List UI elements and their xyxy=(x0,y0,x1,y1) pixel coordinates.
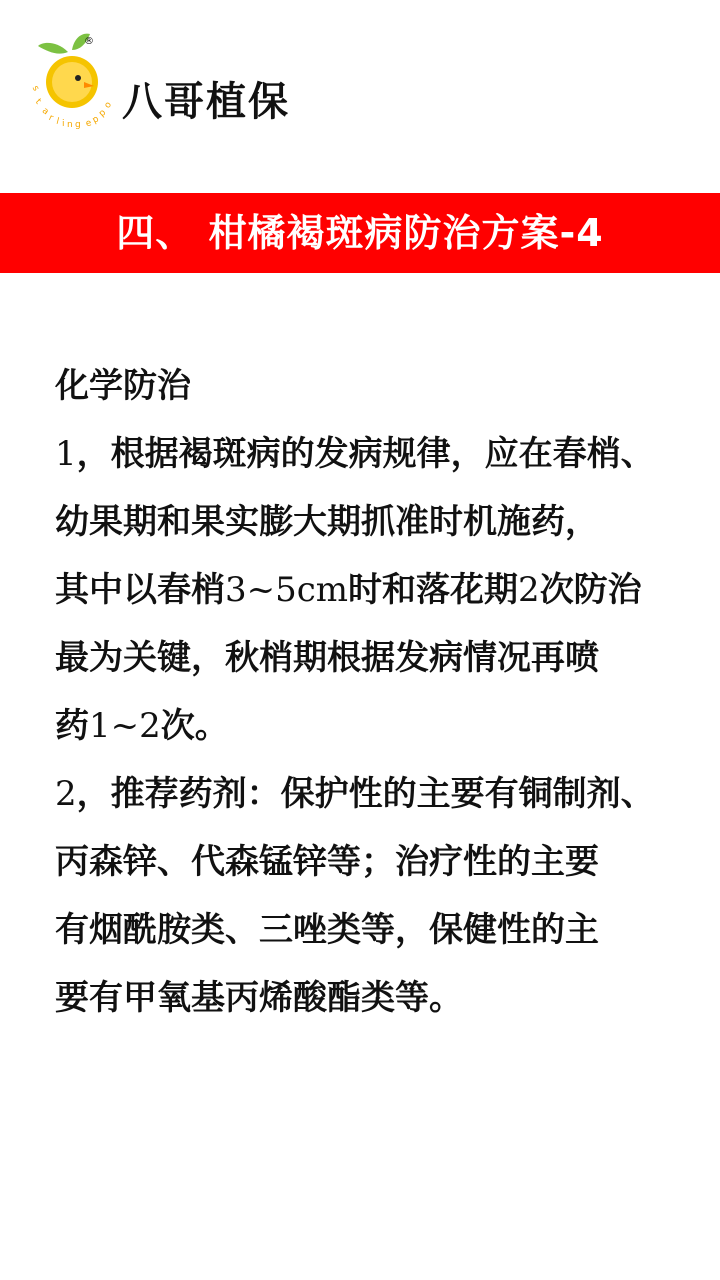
item-number: 1 xyxy=(55,434,77,474)
svg-text:s: s xyxy=(29,84,41,93)
registered-mark: ® xyxy=(84,36,94,47)
text-run: ，推荐药剂：保护性的主要有铜制剂、 xyxy=(76,774,655,814)
text-run: 次防治 xyxy=(539,570,642,610)
brand-name: 八哥植保 xyxy=(122,79,290,125)
paragraph-1-line-1 xyxy=(55,420,695,488)
title-banner xyxy=(0,193,720,273)
section-heading: 化学防治 xyxy=(55,366,191,406)
item-number: 2 xyxy=(55,774,77,814)
paragraph-1-line-3 xyxy=(55,556,695,624)
svg-text:t: t xyxy=(32,97,43,107)
article-body xyxy=(55,352,695,1032)
paragraph-2-line-4: 要有甲氧基丙烯酸酯类等。 xyxy=(55,978,463,1018)
paragraph-2-line-2: 丙森锌、代森锰锌等；治疗性的主要 xyxy=(55,842,599,882)
brand-logo xyxy=(28,30,328,130)
text-run: 时和落花期 xyxy=(348,570,519,610)
svg-text:g: g xyxy=(75,120,81,130)
svg-text:l: l xyxy=(55,116,60,128)
svg-text:i: i xyxy=(62,119,65,129)
paragraph-2-line-3: 有烟酰胺类、三唑类等，保健性的主 xyxy=(55,910,599,950)
text-run: 药 xyxy=(55,706,89,746)
paragraph-1-line-2: 幼果期和果实膨大期抓准时机施药， xyxy=(55,502,599,542)
orange-fruit-logo-icon xyxy=(28,30,128,130)
page-title: 四、 柑橘褐斑病防治方案-4 xyxy=(116,211,604,255)
svg-text:e: e xyxy=(84,118,93,130)
text-run: 其中以春梢 xyxy=(55,570,225,610)
svg-text:n: n xyxy=(67,120,73,130)
count-value: 2 xyxy=(518,570,540,610)
svg-text:r: r xyxy=(47,113,55,124)
svg-text:o: o xyxy=(102,100,115,111)
svg-text:p: p xyxy=(91,114,101,126)
svg-text:a: a xyxy=(40,105,51,118)
measurement-value: 3~5cm xyxy=(225,570,349,610)
paragraph-2-line-1 xyxy=(55,760,695,828)
paragraph-1-line-4: 最为关键，秋梢期根据发病情况再喷 xyxy=(55,638,599,678)
svg-text:p: p xyxy=(97,107,109,120)
text-run: ，根据褐斑病的发病规律，应在春梢、 xyxy=(76,434,655,474)
paragraph-1-line-5 xyxy=(55,692,695,760)
count-value: 1~2 xyxy=(89,706,161,746)
text-run: 次。 xyxy=(160,706,229,746)
